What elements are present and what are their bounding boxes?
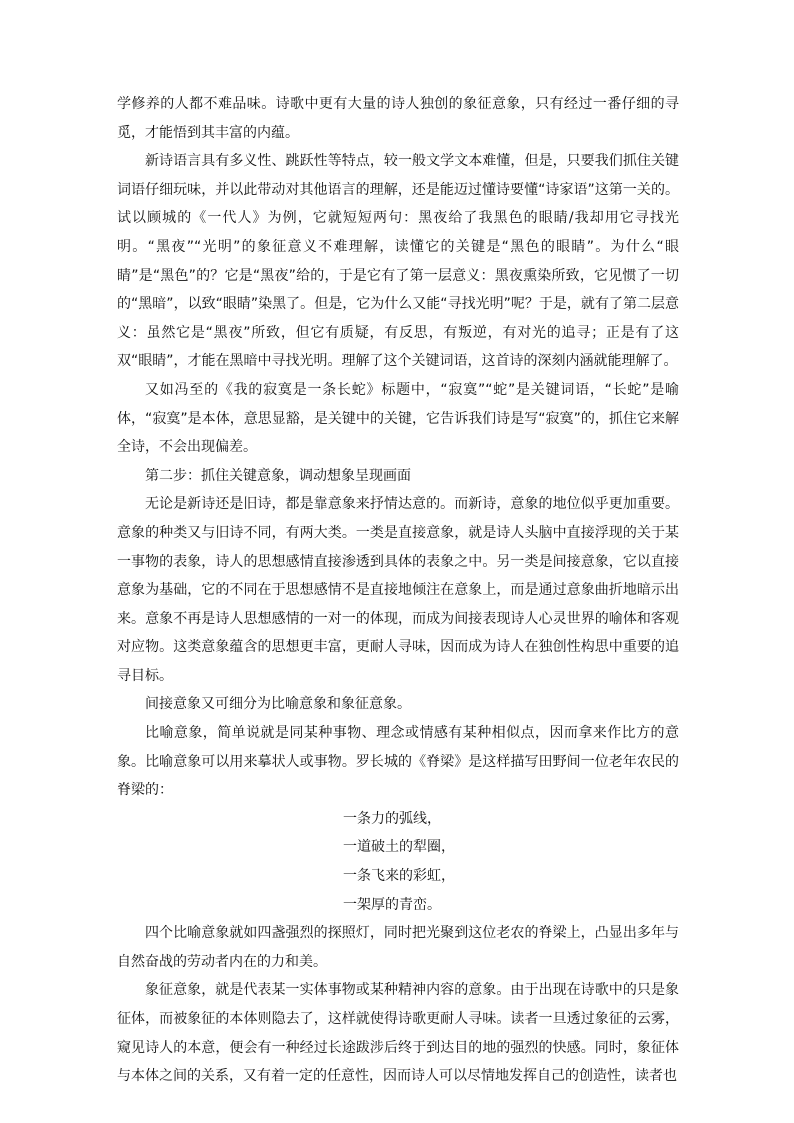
- paragraph-7: 四个比喻意象就如四盏强烈的探照灯，同时把光聚到这位老农的脊梁上，凸显出多年与自然奋战的劳动者内在的力和美。: [117, 925, 679, 970]
- poem-line: 一道破土的犁圈，: [343, 839, 455, 856]
- paragraph-8: 象征意象，就是代表某一实体事物或某种精神内容的意象。由于出现在诗歌中的只是象征体，而被象征的本体则隐去了，这样就使得诗歌更耐人寻味。读者一旦透过象征的云雾，窥见诗人的本意，便会有一种经过长途跋涉后终于到达目的地的强烈的快感。同时，象征体与本体之间的关系，又有着一定的任意性，因而诗人可以尽情地发挥自己的创造性，读者也: [117, 982, 679, 1085]
- poem-line: 一条飞来的彩虹，: [343, 868, 455, 885]
- paragraph-2: 新诗语言具有多义性、跳跃性等特点，较一般文学文本难懂，但是，只要我们抓住关键词语仔细玩味，并以此带动对其他语言的理解，还是能迈过懂诗要懂“诗家语”这第一关的。试以顾城的《一代人》为例，它就短短两句：黑夜给了我黑色的眼睛/我却用它寻找光明。“黑夜”“光明”的象征意义不难理解，读懂它的关键是“黑色的眼睛”。为什么“眼睛”是“黑色”的？它是“黑夜”给的，于是它有了第一层意义：黑夜熏染所致，它见惯了一切的“黑暗”，以致“眼睛”染黑了。但是，它为什么又能“寻找光明”呢？于是，就有了第二层意义：虽然它是“黑夜”所致，但它有质疑，有反思，有叛逆，有对光的追寻；正是有了这双“眼睛”，才能在黑暗中寻找光明。理解了这个关键词语，这首诗的深刻内涵就能理解了。: [117, 153, 679, 370]
- paragraph-1: 学修养的人都不难品味。诗歌中更有大量的诗人独创的象征意象，只有经过一番仔细的寻觅，才能悟到其丰富的内蕴。: [117, 96, 679, 141]
- paragraph-5: 间接意象又可细分为比喻意象和象征意象。: [145, 696, 411, 713]
- poem-block: [117, 805, 679, 919]
- paragraph-4: 无论是新诗还是旧诗，都是靠意象来抒情达意的。而新诗，意象的地位似乎更加重要。意象的种类又与旧诗不同，有两大类。一类是直接意象，就是诗人头脑中直接浮现的关于某一事物的表象，诗人的思想感情直接渗透到具体的表象之中。另一类是间接意象，它以直接意象为基础，它的不同在于思想感情不是直接地倾注在意象上，而是通过意象曲折地暗示出来。意象不再是诗人思想感情的一对一的体现，而成为间接表现诗人心灵世界的喻体和客观对应物。这类意象蕴含的思想更丰富，更耐人寻味，因而成为诗人在独创性构思中重要的追寻目标。: [117, 496, 679, 684]
- section-heading-step-two: 第二步：抓住关键意象，调动想象呈现画面: [145, 467, 411, 484]
- poem-line: 一条力的弧线，: [343, 810, 441, 827]
- paragraph-3: 又如冯至的《我的寂寞是一条长蛇》标题中，“寂寞”“蛇”是关键词语，“长蛇”是喻体，“寂寞”是本体，意思显豁，是关键中的关键，它告诉我们诗是写“寂寞”的，抓住它来解全诗，不会出现偏差。: [117, 381, 679, 456]
- document-page: [117, 90, 679, 1091]
- poem-line: 一架厚的青峦。: [343, 896, 441, 913]
- paragraph-6: 比喻意象，简单说就是同某种事物、理念或情感有某种相似点，因而拿来作比方的意象。比喻意象可以用来摹状人或事物。罗长城的《脊梁》是这样描写田野间一位老年农民的脊梁的：: [117, 725, 679, 799]
